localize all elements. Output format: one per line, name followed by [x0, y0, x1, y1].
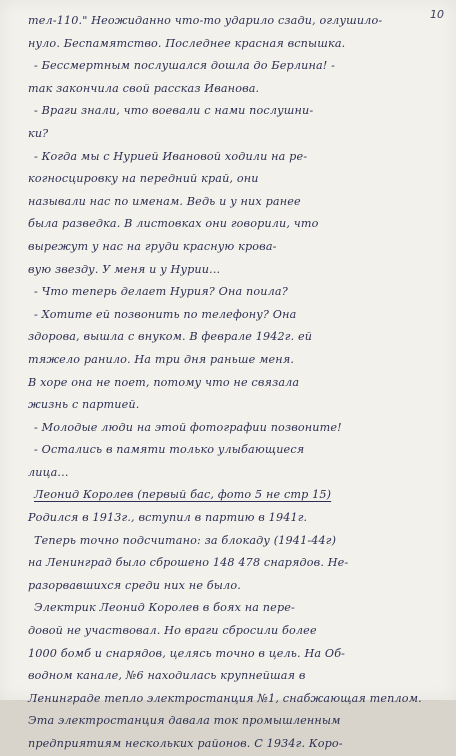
text-line: водном канале, №6 находилась крупнейшая в [28, 669, 306, 683]
text-line: разорвавшихся среди них не было. [28, 578, 241, 592]
text-line: когносцировку на передний край, они [28, 172, 259, 186]
text-line: предприятиям нескольких районов. С 1934г. Коро- [28, 737, 343, 750]
text-line: - Что теперь делает Нурия? Она поила? [34, 285, 288, 299]
text-line: В хоре она не поет, потому что не связала [28, 375, 300, 389]
text-line: 1000 бомб и снарядов, целясь точно в цель. На Об- [28, 646, 346, 660]
page-number: 10 [430, 8, 444, 21]
text-line: вырежут у нас на груди красную кровa- [28, 239, 277, 253]
text-line: Теперь точно подсчитано: за блокаду (1941-44г) [34, 533, 337, 547]
text-line: - Когда мы с Нурией Ивановой ходили на ре- [34, 149, 308, 163]
section-heading: Леонид Королев (первый бас, фото 5 не стр 15) [34, 488, 332, 502]
text-line: нуло. Беспамятство. Последнее красная вспышка. [28, 36, 346, 50]
text-line: здорова, вышла с внуком. В феврале 1942г. ей [28, 330, 313, 344]
text-line: на Ленинград было сброшено 148 478 снарядов. Не- [28, 556, 349, 570]
text-line: Электрик Леонид Королев в боях на пере- [34, 601, 295, 615]
text-line: была разведка. В листовках они говорили, что [28, 217, 319, 231]
text-line: довой не участвовал. Но враги сбросили более [28, 624, 317, 638]
text-line: Родился в 1913г., вступил в партию в 1941г. [28, 511, 308, 525]
text-line: Ленинграде тепло электростанция №1, снабжающая теплом. [28, 691, 422, 705]
manuscript-text [28, 10, 448, 756]
text-line: - Хотите ей позвонить по телефону? Она [34, 307, 297, 321]
text-line: - Молодые люди на этой фотографии позвоните! [34, 420, 342, 434]
text-line: так закончила свой рассказ Иванова. [28, 81, 260, 95]
text-line: - Остались в памяти только улыбающиеся [34, 443, 305, 457]
text-line: ки? [28, 126, 49, 140]
text-line: лица... [28, 465, 69, 479]
text-line: называли нас по именам. Ведь и у них ранее [28, 194, 301, 208]
text-line: - Враги знали, что воевали с нами послушни- [34, 104, 314, 118]
text-line: вую звезду. У меня и у Нурии... [28, 262, 221, 276]
text-line: Эта электростанция давала ток промышленным [28, 714, 341, 728]
text-line: тяжело ранило. На три дня раньше меня. [28, 352, 295, 366]
text-line: жизнь с партией. [28, 398, 140, 412]
text-line: - Бессмертным послушался дошла до Берлина! - [34, 59, 336, 73]
text-line: тел-110." Неожиданно что-то ударило сзади, оглушило- [28, 14, 383, 27]
